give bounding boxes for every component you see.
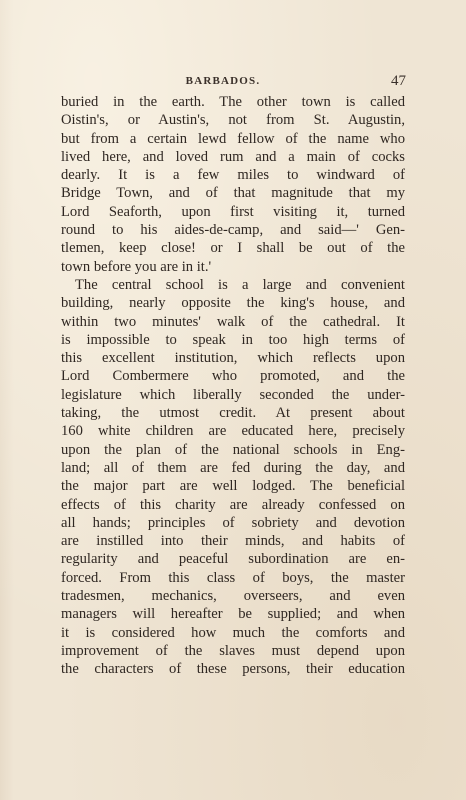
text-line: is impossible to speak in too high terms of	[61, 331, 405, 348]
text-line: it is considered how much the comforts and	[61, 624, 405, 641]
text-line: regularity and peaceful subordination are en-	[61, 551, 405, 568]
text-line: all hands; principles of sobriety and devotion	[61, 514, 405, 531]
text-line: land; all of them are fed during the day, and	[61, 459, 405, 476]
text-line: are instilled into their minds, and habits of	[61, 533, 405, 550]
text-line: legislature which liberally seconded the under-	[61, 386, 405, 403]
text-line: the characters of these persons, their education	[61, 661, 405, 678]
text-line: tradesmen, mechanics, overseers, and even	[61, 588, 405, 605]
text-line: Bridge Town, and of that magnitude that my	[61, 185, 405, 202]
running-title: BARBADOS.	[185, 75, 261, 87]
text-line: Oistin's, or Austin's, not from St. Augustin,	[61, 112, 405, 129]
paragraph-first-line: The central school is a large and convenient	[75, 276, 405, 293]
text-line: this excellent institution, which reflects upon	[61, 350, 405, 367]
text-line: round to his aides-de-camp, and said—' Gen-	[61, 222, 405, 239]
text-line: taking, the utmost credit. At present about	[61, 405, 405, 422]
text-line: dearly. It is a few miles to windward of	[61, 167, 405, 184]
text-line: effects of this charity are already confessed on	[61, 496, 405, 513]
text-line: Lord Combermere who promoted, and the	[61, 368, 405, 385]
page-number: 47	[391, 73, 406, 89]
text-line: tlemen, keep close! or I shall be out of the	[61, 240, 405, 257]
text-line: managers will hereafter be supplied; and when	[61, 606, 405, 623]
running-head	[40, 73, 406, 91]
text-line: lived here, and loved rum and a main of cocks	[61, 148, 405, 165]
text-line: forced. From this class of boys, the master	[61, 569, 405, 586]
text-line: buried in the earth. The other town is called	[61, 94, 405, 110]
text-line: building, nearly opposite the king's house, and	[61, 295, 405, 312]
text-line: improvement of the slaves must depend upon	[61, 642, 405, 659]
text-line: 160 white children are educated here, precisely	[61, 423, 405, 440]
text-line: but from a certain lewd fellow of the name who	[61, 130, 405, 147]
body-text	[61, 93, 405, 679]
text-line: within two minutes' walk of the cathedral. It	[61, 313, 405, 330]
text-line: town before you are in it.'	[61, 258, 212, 275]
text-line: Lord Seaforth, upon first visiting it, turned	[61, 203, 405, 220]
text-line: the major part are well lodged. The beneficial	[61, 478, 405, 495]
text-line: upon the plan of the national schools in Eng-	[61, 441, 405, 458]
